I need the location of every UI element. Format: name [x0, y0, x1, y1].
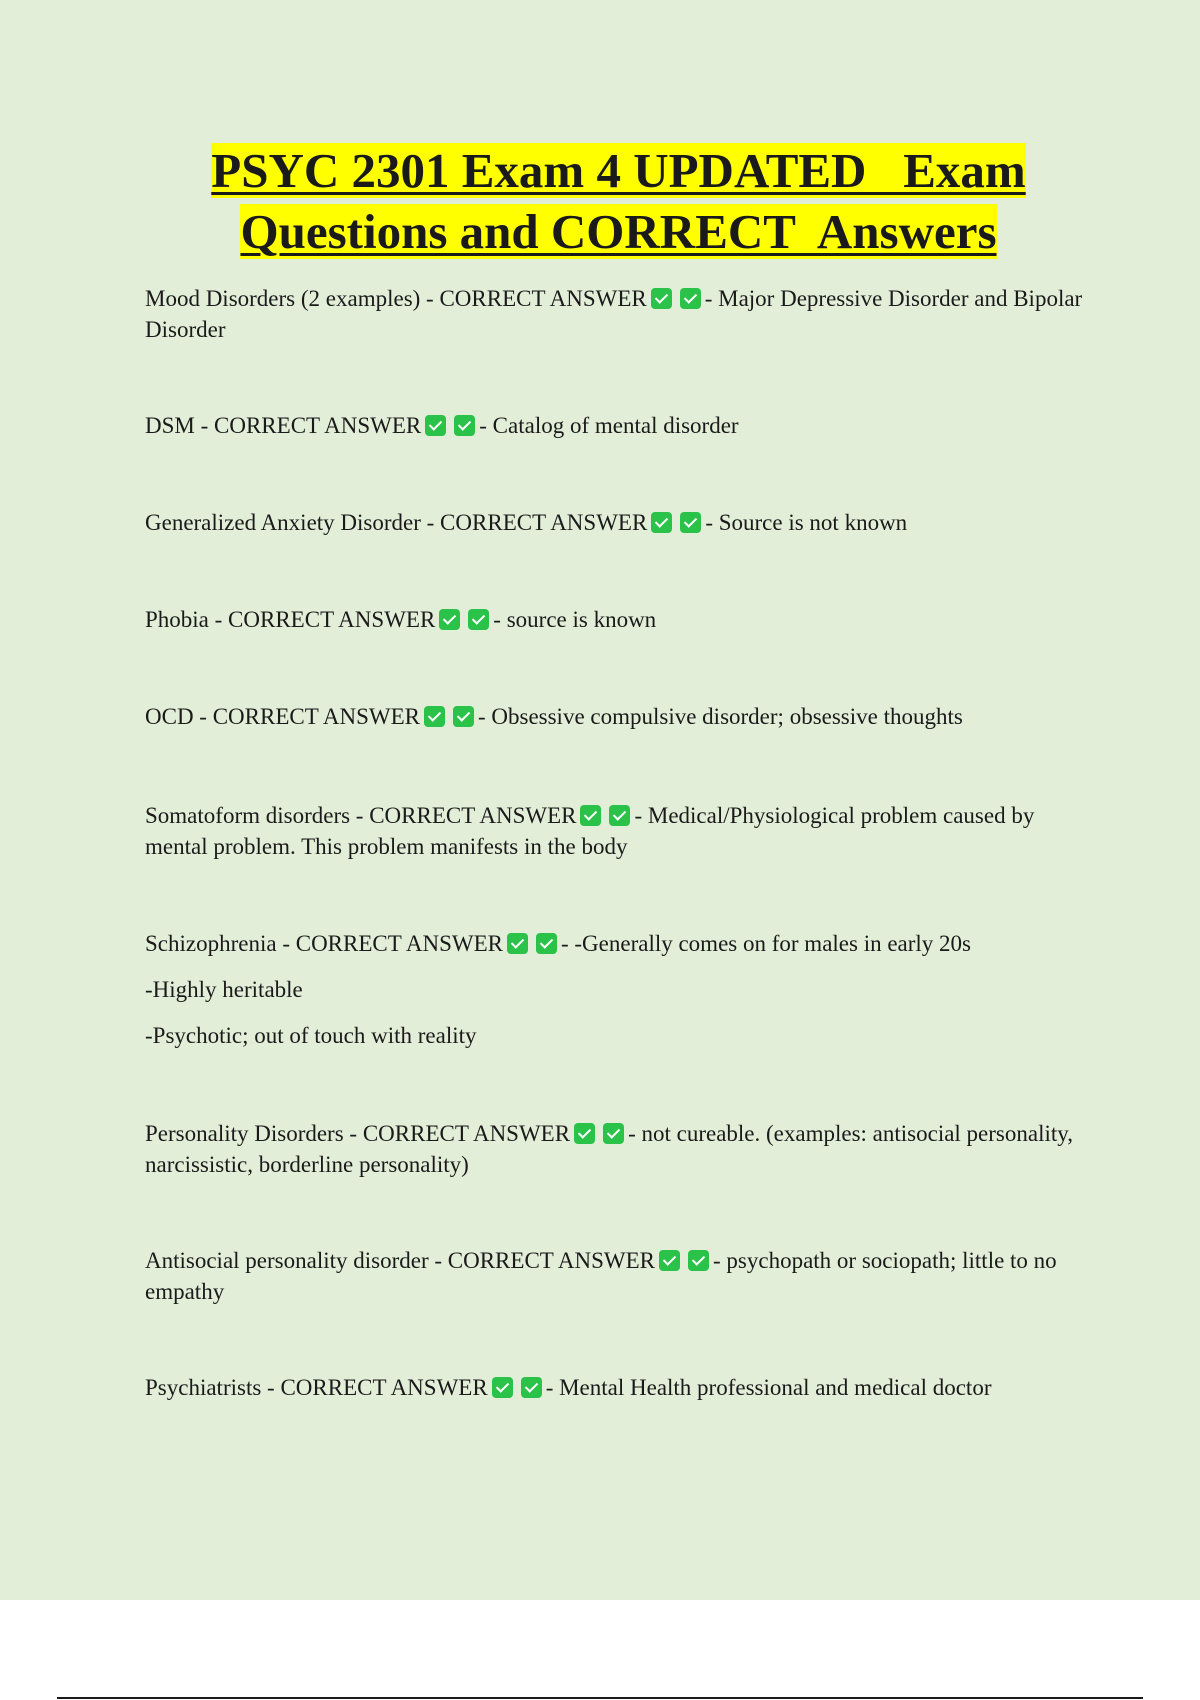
check-box-icon — [688, 1250, 709, 1271]
qa-term: OCD - CORRECT ANSWER — [145, 704, 420, 729]
qa-item — [145, 1118, 1095, 1180]
qa-term: Somatoform disorders - CORRECT ANSWER — [145, 803, 577, 828]
qa-term: Generalized Anxiety Disorder - CORRECT ANSWER — [145, 510, 648, 535]
qa-answer: - Medical/Physiological problem caused by mental problem. This problem manifests in the body — [145, 803, 1035, 859]
qa-term: Antisocial personality disorder - CORRECT ANSWER — [145, 1248, 656, 1273]
qa-answer: - not cureable. (examples: antisocial personality, narcissistic, borderline personality) — [145, 1121, 1074, 1177]
check-box-icon — [424, 706, 445, 727]
check-box-icon — [680, 288, 701, 309]
qa-item — [145, 928, 1095, 1051]
check-box-icon — [425, 415, 446, 436]
check-box-icon — [439, 609, 460, 630]
qa-answer: - Obsessive compulsive disorder; obsessive thoughts — [477, 704, 963, 729]
check-box-icon — [536, 933, 557, 954]
qa-answer-line: -Highly heritable — [145, 977, 303, 1002]
qa-term: DSM - CORRECT ANSWER — [145, 413, 422, 438]
check-box-icon — [453, 706, 474, 727]
qa-item — [145, 410, 1095, 441]
check-box-icon — [468, 609, 489, 630]
qa-term: Mood Disorders (2 examples) - CORRECT ANSWER — [145, 286, 647, 311]
check-box-icon — [680, 512, 701, 533]
check-box-icon — [603, 1123, 624, 1144]
qa-item — [145, 1245, 1095, 1307]
qa-item — [145, 1372, 1095, 1403]
qa-item — [145, 701, 1095, 732]
check-box-icon — [521, 1377, 542, 1398]
qa-answer: - Catalog of mental disorder — [479, 413, 739, 438]
qa-term: Personality Disorders - CORRECT ANSWER — [145, 1121, 571, 1146]
check-box-icon — [609, 805, 630, 826]
qa-item — [145, 507, 1095, 538]
page-title — [0, 140, 1200, 262]
check-box-icon — [651, 512, 672, 533]
qa-term: Schizophrenia - CORRECT ANSWER — [145, 931, 503, 956]
qa-answer: - source is known — [493, 607, 657, 632]
qa-item — [145, 604, 1095, 635]
qa-answer: - Mental Health professional and medical doctor — [545, 1375, 992, 1400]
check-box-icon — [659, 1250, 680, 1271]
title-line-1: PSYC 2301 Exam 4 UPDATED Exam — [211, 143, 1026, 198]
footer-divider — [57, 1697, 1143, 1699]
qa-item — [145, 283, 1095, 345]
qa-answer: - -Generally comes on for males in early 20s — [560, 931, 972, 956]
check-box-icon — [454, 415, 475, 436]
check-box-icon — [580, 805, 601, 826]
qa-item — [145, 800, 1095, 862]
check-box-icon — [492, 1377, 513, 1398]
qa-term: Psychiatrists - CORRECT ANSWER — [145, 1375, 488, 1400]
qa-term: Phobia - CORRECT ANSWER — [145, 607, 436, 632]
title-line-2: Questions and CORRECT Answers — [240, 204, 997, 259]
qa-answer: - Source is not known — [705, 510, 908, 535]
qa-answer: - Major Depressive Disorder and Bipolar Disorder — [145, 286, 1083, 342]
check-box-icon — [507, 933, 528, 954]
check-box-icon — [651, 288, 672, 309]
check-box-icon — [574, 1123, 595, 1144]
qa-answer: - psychopath or sociopath; little to no empathy — [145, 1248, 1057, 1304]
qa-answer-line: -Psychotic; out of touch with reality — [145, 1023, 477, 1048]
